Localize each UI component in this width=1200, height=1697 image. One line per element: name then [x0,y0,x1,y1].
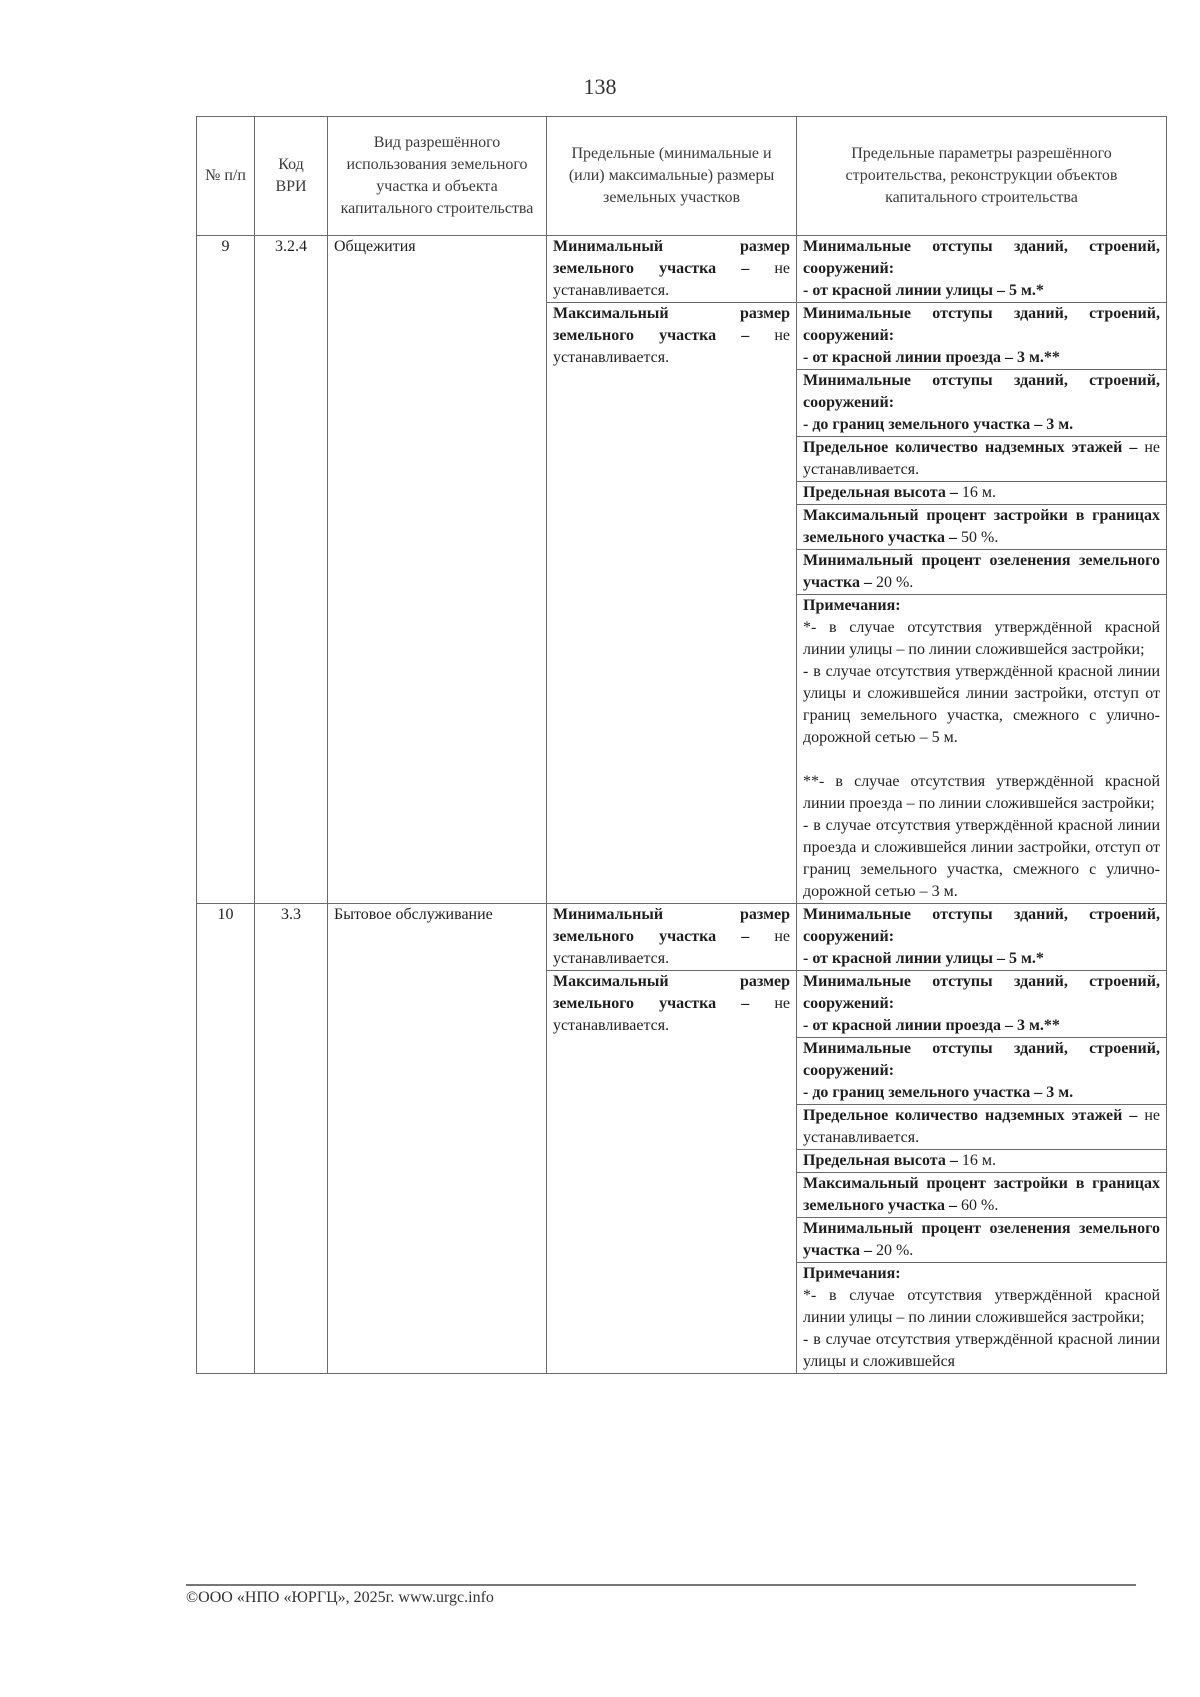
param-label: Минимальные отступы зданий, строений, сооружений: [803,372,1160,411]
param-label: Минимальные отступы зданий, строений, сооружений: [803,305,1160,344]
param-value: 20 %. [875,574,914,591]
param-label: Максимальный процент застройки в границах земельного участка – [803,507,1160,546]
min-plot-size [547,236,797,303]
max-plot-value: не устанавливается. [553,995,791,1034]
note-text: - в случае отсутствия утверждённой красной линии проезда и сложившейся линии застройки, отступ от границ земельного участка, смежного с улично-дорожной сетью – 3 м. [803,817,1160,900]
table-row [197,904,1167,971]
max-plot-size [547,303,797,904]
param-value: - от красной линии проезда – 3 м.** [803,349,1060,366]
param-label: Минимальный процент озеленения земельного участка – [803,1220,1160,1259]
notes-title: Примечания: [803,597,901,614]
param-build-percent [797,1173,1167,1218]
row-number: 10 [197,904,255,1374]
param-label: Минимальные отступы зданий, строений, сооружений: [803,238,1160,277]
max-plot-label: Максимальный размер земельного участка – [553,973,790,1012]
param-label: Минимальные отступы зданий, строений, сооружений: [803,1040,1160,1079]
note-text: *- в случае отсутствия утверждённой красной линии улицы – по линии сложившейся застройки; [803,619,1160,658]
footer-divider [186,1584,1136,1586]
param-setback-street [797,904,1167,971]
max-plot-label: Максимальный размер земельного участка – [553,305,790,344]
note-text: *- в случае отсутствия утверждённой красной линии улицы – по линии сложившейся застройки; [803,1287,1160,1326]
notes-cell [797,1263,1167,1374]
note-text: - в случае отсутствия утверждённой красной линии улицы и сложившейся [803,1331,1160,1370]
max-plot-value: не устанавливается. [553,327,791,366]
param-value: 16 м. [961,484,996,501]
table-row [197,236,1167,303]
note-text: **- в случае отсутствия утверждённой красной линии проезда – по линии сложившейся застройки; [803,773,1160,812]
row-use-type: Общежития [328,236,547,904]
min-plot-label: Минимальный размер земельного участка – [553,906,790,945]
min-plot-value: не устанавливается. [553,928,791,967]
min-plot-size [547,904,797,971]
param-label: Предельная высота – [803,484,958,501]
footer-copyright: ©ООО «НПО «ЮРГЦ», 2025г. www.urgc.info [186,1589,494,1606]
page-number: 138 [583,74,617,99]
zoning-parameters-table [196,116,1167,1374]
max-plot-size [547,971,797,1374]
param-green-percent [797,550,1167,595]
note-text: - в случае отсутствия утверждённой красной линии улицы и сложившейся линии застройки, отступ от границ земельного участка, смежного с улично-дорожной сетью – 5 м. [803,663,1160,746]
param-value: - до границ земельного участка – 3 м. [803,1084,1074,1101]
row-use-type: Бытовое обслуживание [328,904,547,1374]
row-code: 3.3 [255,904,328,1374]
param-height [797,482,1167,505]
param-value: 60 %. [961,1197,999,1214]
param-value: 16 м. [961,1152,996,1169]
min-plot-label: Минимальный размер земельного участка – [553,238,790,277]
row-number: 9 [197,236,255,904]
header-plot-size: Предельные (минимальные и (или) максимальные) размеры земельных участков [547,117,797,236]
param-value: 50 %. [961,529,999,546]
header-code: Код ВРИ [255,117,328,236]
row-code: 3.2.4 [255,236,328,904]
header-num: № п/п [197,117,255,236]
param-height [797,1150,1167,1173]
param-label: Минимальные отступы зданий, строений, сооружений: [803,973,1160,1012]
param-setback-driveway [797,303,1167,370]
notes-cell [797,595,1167,904]
param-value: - от красной линии проезда – 3 м.** [803,1017,1060,1034]
param-setback-boundary [797,1038,1167,1105]
param-label: Предельное количество надземных этажей – [803,439,1138,456]
param-green-percent [797,1218,1167,1263]
param-setback-boundary [797,370,1167,437]
table-header-row [197,117,1167,236]
note-spacer [803,749,1160,771]
param-build-percent [797,505,1167,550]
header-params: Предельные параметры разрешённого строительства, реконструкции объектов капитального строительства [797,117,1167,236]
min-plot-value: не устанавливается. [553,260,791,299]
param-floors [797,1105,1167,1150]
param-setback-street [797,236,1167,303]
param-value: - от красной линии улицы – 5 м.* [803,950,1044,967]
param-value: - от красной линии улицы – 5 м.* [803,282,1044,299]
param-label: Максимальный процент застройки в границах земельного участка – [803,1175,1160,1214]
param-label: Предельная высота – [803,1152,958,1169]
param-value: не устанавливается. [803,1107,1160,1146]
param-value: 20 %. [875,1242,914,1259]
param-value: - до границ земельного участка – 3 м. [803,416,1074,433]
param-setback-driveway [797,971,1167,1038]
param-label: Минимальный процент озеленения земельного участка – [803,552,1160,591]
header-type: Вид разрешённого использования земельного участка и объекта капитального строительства [328,117,547,236]
param-floors [797,437,1167,482]
param-label: Предельное количество надземных этажей – [803,1107,1138,1124]
param-label: Минимальные отступы зданий, строений, сооружений: [803,906,1160,945]
notes-title: Примечания: [803,1265,901,1282]
param-value: не устанавливается. [803,439,1160,478]
